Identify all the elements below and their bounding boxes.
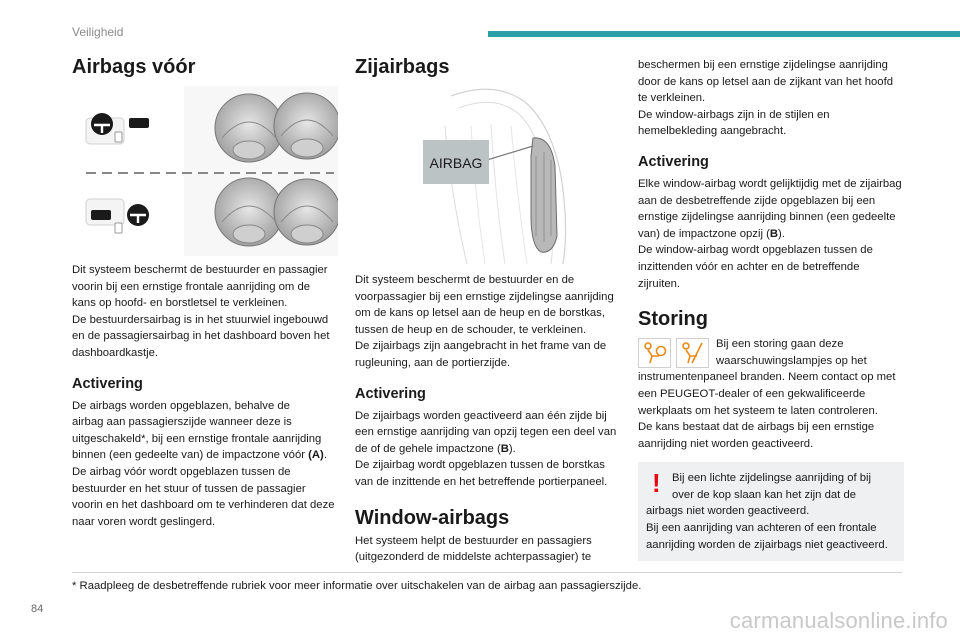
storing-heading: Storing <box>638 308 708 331</box>
column-window-airbags <box>638 57 904 561</box>
front-activering-text: De airbags worden opgeblazen, behalve de airbag aan passagierszijde wanneer deze is uitgeschakeld*, bij een ernstige frontale aanrijding binnen (een gedeelte van) de impactzone vóór (A). De airbag vóór wordt opgeblazen tussen de bestuurder en het stuur of tussen de passagier voorin en het dashboard om te verhinderen dat deze naar voren wordt geslingerd. <box>72 399 335 528</box>
footnote: * Raadpleeg de desbetreffende rubriek voor meer informatie over uitschakelen van de airbag aan passagierszijde. <box>72 580 642 592</box>
front-airbags-intro: Dit systeem beschermt de bestuurder en passagier voorin bij een ernstige frontale aanrijding om de kans op hoofd- en borstletsel te verkleinen. De bestuurdersairbag is in het stuurwiel ingebouwd en de passagiersairbag in het dashboard boven het dashboardkastje. <box>72 264 330 359</box>
header-accent-bar <box>488 31 960 37</box>
front-activering-heading: Activering <box>72 375 143 392</box>
seat-diagram <box>355 86 621 266</box>
warning-exclamation-icon: ! <box>652 468 661 499</box>
watermark: carmanualsonline.info <box>729 608 948 633</box>
window-activering-text: Elke window-airbag wordt gelijktijdig met de zijairbag aan de desbetreffende zijde opgeblazen bij een ernstige zijdelingse aanrijding binnen (een gedeelte van) de impactzone opzij (B). De window-airbag wordt opgeblazen tussen de inzittenden vóór en achter en de betreffende zijruiten. <box>638 177 902 290</box>
window-airbags-text-cont: beschermen bij een ernstige zijdelingse aanrijding door de kans op letsel aan de zijkant van het hoofd te verkleinen. De window-airbags zijn in de stijlen en hemelbekleding aangebracht. <box>638 59 893 138</box>
storing-text: Bij een storing gaan deze waarschuwingslampjes op het instrumentenpaneel branden. Neem contact op met een PEUGEOT-dealer of een gekwalificeerde werkplaats om het systeem te laten controleren. De kans bestaat dat de airbags bij een ernstige aanrijding niet worden geactiveerd. <box>638 338 896 450</box>
side-airbag-illustration <box>355 86 621 266</box>
front-airbags-title: Airbags vóór <box>72 56 196 78</box>
side-activering-text: De zijairbags worden geactiveerd aan één zijde bij een ernstige aanrijding van opzij tegen een deel van de of de gehele impactzone (B). De zijairbag wordt opgeblazen tussen de borstkas van de inzittende en het betreffende portierpaneel. <box>355 409 617 488</box>
footnote-divider <box>72 572 902 573</box>
column-side-airbags <box>355 52 621 82</box>
storing-section <box>638 336 904 452</box>
front-airbags-diagram <box>72 86 338 256</box>
side-airbags-intro: Dit systeem beschermt de bestuurder en de voorpassagier bij een ernstige zijdelingse aanrijding om de kans op letsel aan de heup en de borstkas, tussen de heup en de schouder, te verkleinen. De zijairbags zijn aangebracht in het frame van de rugleuning, aan de portierzijde. <box>355 274 614 369</box>
airbag-off-icon <box>676 338 709 368</box>
window-airbags-text: Het systeem helpt de bestuurder en passagiers (uitgezonderd de middelste achterpassagier) te <box>355 534 592 564</box>
notice-text: Bij een lichte zijdelingse aanrijding of bij over de kop slaan kan het zijn dat de airbags niet worden geactiveerd. Bij een aanrijding van achteren of een frontale aanrijding worden de zijairbags niet geactiveerd. <box>646 472 888 551</box>
window-activering-heading: Activering <box>638 153 709 170</box>
window-airbags-title: Window-airbags <box>355 506 510 529</box>
airbag-person-icon <box>638 338 671 368</box>
airbag-label: AIRBAG <box>429 155 483 171</box>
page-number: 84 <box>31 603 44 615</box>
notice-box <box>638 462 904 561</box>
side-activering-heading: Activering <box>355 385 426 402</box>
side-airbags-title: Zijairbags <box>355 56 450 78</box>
section-label: Veiligheid <box>72 25 124 39</box>
column-front-airbags <box>72 52 338 82</box>
front-airbags-illustration <box>72 86 338 256</box>
warning-icons <box>638 338 709 368</box>
